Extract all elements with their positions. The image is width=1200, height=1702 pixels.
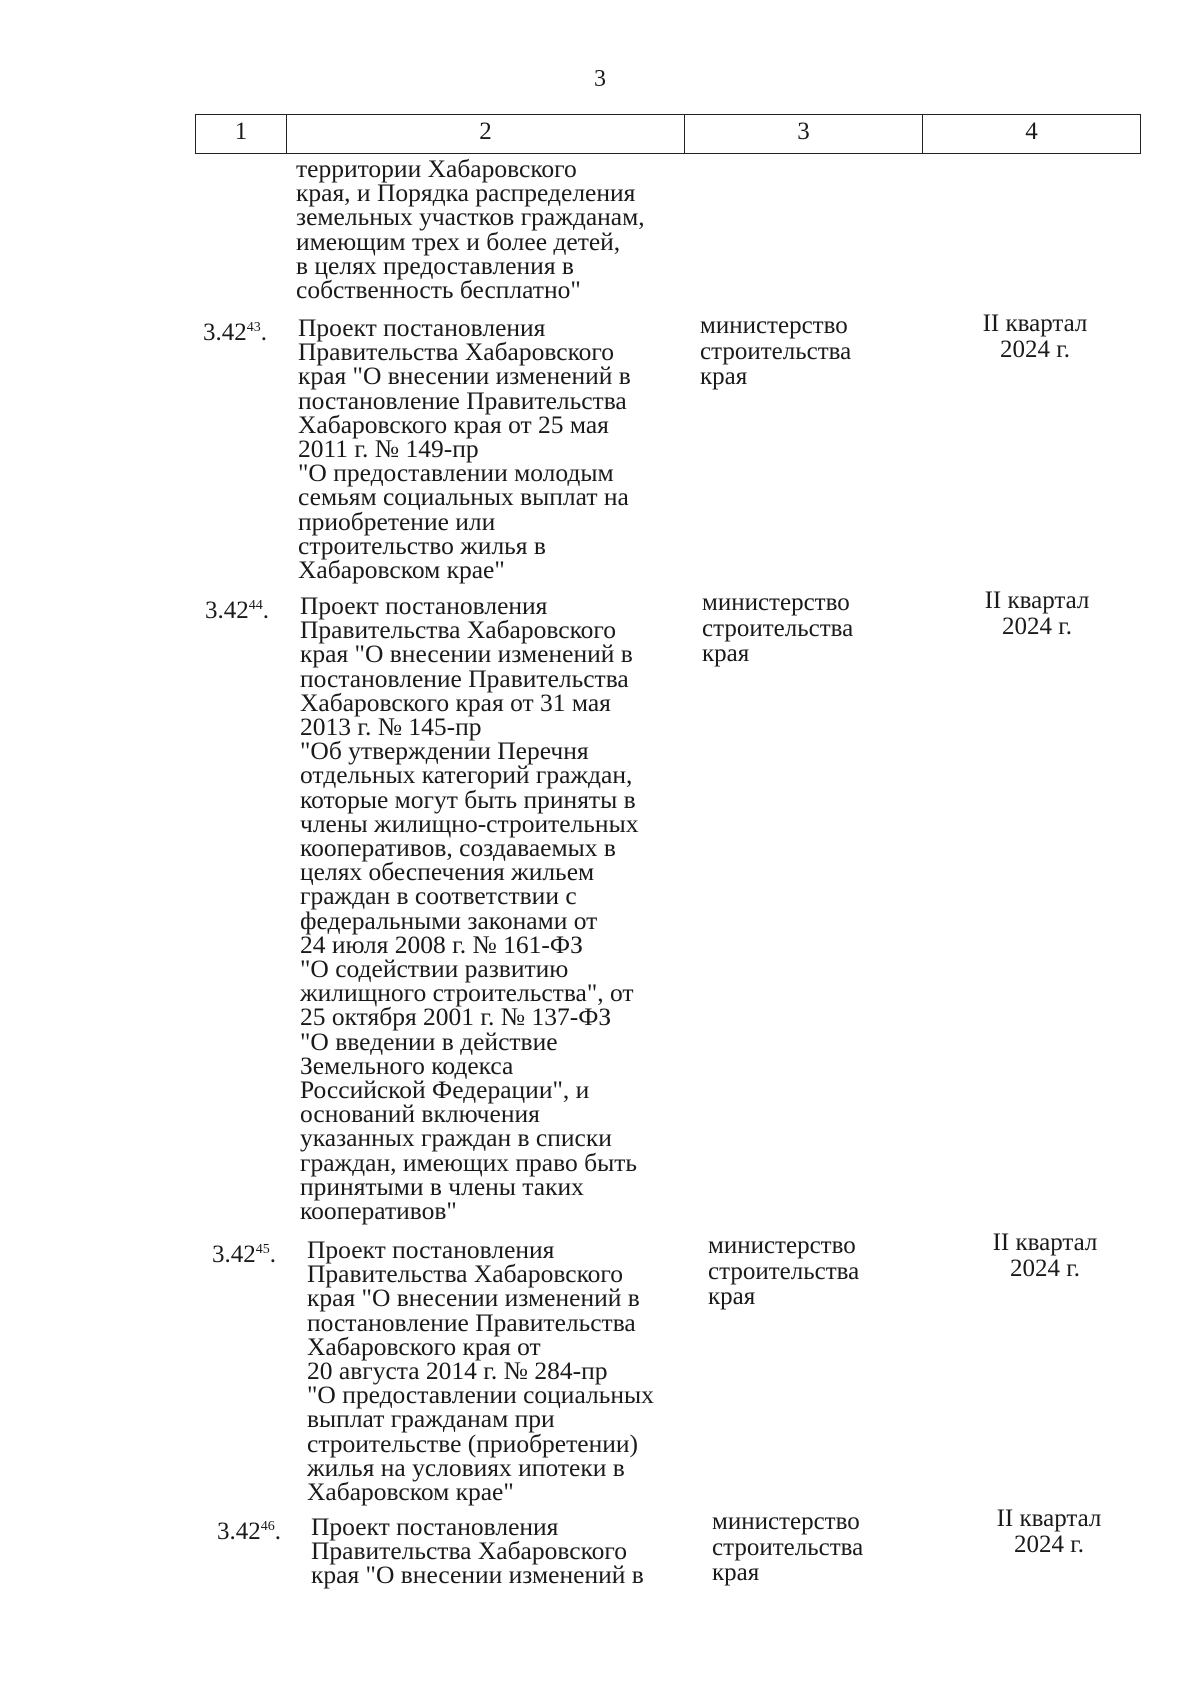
text-line: "О содействии развитию bbox=[300, 954, 569, 984]
text-line: Правительства Хабаровского bbox=[300, 615, 616, 645]
text-line: Правительства Хабаровского bbox=[311, 1536, 627, 1566]
item-number: 3.42$^{45}$. bbox=[212, 1241, 276, 1268]
text-line: постановление Правительства bbox=[307, 1307, 636, 1337]
text-line: края bbox=[700, 363, 748, 390]
text-line: строительства bbox=[712, 1533, 864, 1561]
text-line: граждан в соответствии с bbox=[300, 881, 577, 911]
text-line: целях обеспечения жильем bbox=[300, 857, 595, 887]
text-line: Хабаровском крае" bbox=[298, 555, 505, 585]
text-line: Проект постановления bbox=[311, 1512, 559, 1541]
item-executor bbox=[700, 313, 851, 390]
header-col-1: 1 bbox=[234, 118, 248, 145]
item-term bbox=[965, 1230, 1125, 1281]
text-line: II квартал bbox=[982, 310, 1088, 337]
text-line: выплат гражданам при bbox=[307, 1404, 555, 1434]
text-line: строительстве (приобретении) bbox=[307, 1428, 639, 1458]
text-line: Правительства Хабаровского bbox=[307, 1259, 623, 1289]
text-line: строительства bbox=[702, 614, 854, 642]
item-executor bbox=[702, 590, 853, 667]
text-line: 2024 г. bbox=[1002, 612, 1072, 640]
text-line: 2011 г. № 149-пр bbox=[298, 434, 479, 464]
text-line: "О предоставлении молодым bbox=[298, 458, 614, 488]
item-term bbox=[969, 1506, 1129, 1557]
text-line: земельных участков гражданам, bbox=[296, 202, 645, 232]
text-line: которые могут быть приняты в bbox=[300, 784, 636, 814]
item-description bbox=[311, 1512, 644, 1590]
text-line: строительства bbox=[700, 337, 852, 365]
page-number: 3 bbox=[594, 66, 606, 92]
text-line: "Об утверждении Перечня bbox=[300, 736, 589, 766]
text-line: 2024 г. bbox=[1000, 335, 1070, 363]
text-line: в целях предоставления в bbox=[296, 250, 574, 280]
header-col-2: 2 bbox=[286, 115, 684, 153]
text-line: жилья на условиях ипотеки в bbox=[307, 1452, 625, 1482]
text-line: 25 октября 2001 г. № 137-ФЗ bbox=[300, 1002, 612, 1032]
text-line: отдельных категорий граждан, bbox=[300, 760, 633, 790]
item-number: 3.42$^{46}$. bbox=[217, 1518, 281, 1545]
text-line: Проект постановления bbox=[307, 1235, 555, 1264]
text-line: приобретение или bbox=[298, 506, 496, 536]
text-line: края "О внесении изменений в bbox=[298, 361, 631, 391]
text-line: члены жилищно-строительных bbox=[300, 808, 639, 838]
text-line: II квартал bbox=[984, 587, 1090, 614]
text-line: строительство жилья в bbox=[298, 530, 546, 560]
text-line: Хабаровском крае" bbox=[307, 1477, 514, 1507]
text-line: указанных граждан в списки bbox=[300, 1123, 612, 1153]
header-col-3: 3 bbox=[684, 115, 922, 153]
text-line: Хабаровского края от 31 мая bbox=[300, 687, 611, 717]
text-line: министерство bbox=[708, 1232, 856, 1259]
text-line: кооперативов" bbox=[300, 1196, 457, 1226]
continuation-text bbox=[296, 154, 645, 305]
text-line: II квартал bbox=[992, 1229, 1098, 1256]
text-line: края bbox=[712, 1559, 760, 1586]
text-line: принятыми в члены таких bbox=[300, 1171, 584, 1201]
text-line: строительства bbox=[708, 1257, 860, 1285]
text-line: жилищного строительства", от bbox=[300, 978, 634, 1008]
text-line: министерство bbox=[712, 1508, 860, 1535]
text-line: кооперативов, создаваемых в bbox=[300, 833, 616, 863]
table-header-row bbox=[195, 114, 1141, 154]
text-line: граждан, имеющих право быть bbox=[300, 1147, 637, 1177]
text-line: семьям социальных выплат на bbox=[298, 482, 629, 512]
text-line: края, и Порядка распределения bbox=[296, 178, 636, 208]
text-line: края "О внесении изменений в bbox=[311, 1560, 644, 1590]
text-line: края "О внесении изменений в bbox=[307, 1283, 640, 1313]
text-line: края bbox=[708, 1283, 756, 1310]
item-executor bbox=[712, 1509, 863, 1586]
item-number: 3.42$^{44}$. bbox=[205, 597, 269, 624]
text-line: края bbox=[702, 640, 750, 667]
item-executor bbox=[708, 1233, 859, 1310]
text-line: собственность бесплатно" bbox=[296, 275, 581, 305]
header-col-4: 4 bbox=[922, 115, 1140, 153]
text-line: 24 июля 2008 г. № 161-ФЗ bbox=[300, 929, 583, 959]
text-line: постановление Правительства bbox=[300, 663, 629, 693]
text-line: территории Хабаровского bbox=[296, 154, 577, 183]
text-line: имеющим трех и более детей, bbox=[296, 226, 621, 256]
item-description bbox=[300, 591, 639, 1226]
text-line: оснований включения bbox=[300, 1099, 540, 1129]
text-line: Хабаровского края от bbox=[307, 1331, 541, 1361]
text-line: Хабаровского края от 25 мая bbox=[298, 409, 609, 439]
text-line: Правительства Хабаровского bbox=[298, 337, 614, 367]
text-line: края "О внесении изменений в bbox=[300, 639, 633, 669]
text-line: федеральными законами от bbox=[300, 905, 598, 935]
text-line: II квартал bbox=[996, 1505, 1102, 1532]
text-line: 2013 г. № 145-пр bbox=[300, 712, 482, 742]
text-line: "О предоставлении социальных bbox=[307, 1380, 654, 1410]
text-line: 20 августа 2014 г. № 284-пр bbox=[307, 1356, 608, 1386]
item-term bbox=[957, 588, 1117, 639]
text-line: 2024 г. bbox=[1010, 1254, 1080, 1282]
item-term bbox=[955, 311, 1115, 362]
text-line: Проект постановления bbox=[298, 313, 546, 342]
text-line: Российской Федерации", и bbox=[300, 1075, 590, 1105]
text-line: Земельного кодекса bbox=[300, 1050, 514, 1080]
text-line: "О введении в действие bbox=[300, 1026, 558, 1056]
item-description bbox=[298, 313, 631, 585]
text-line: постановление Правительства bbox=[298, 385, 627, 415]
text-line: министерство bbox=[702, 589, 850, 616]
text-line: министерство bbox=[700, 312, 848, 339]
text-line: 2024 г. bbox=[1014, 1530, 1084, 1558]
text-line: Проект постановления bbox=[300, 591, 548, 620]
item-number: 3.42$^{43}$. bbox=[203, 319, 267, 346]
item-description bbox=[307, 1235, 654, 1507]
